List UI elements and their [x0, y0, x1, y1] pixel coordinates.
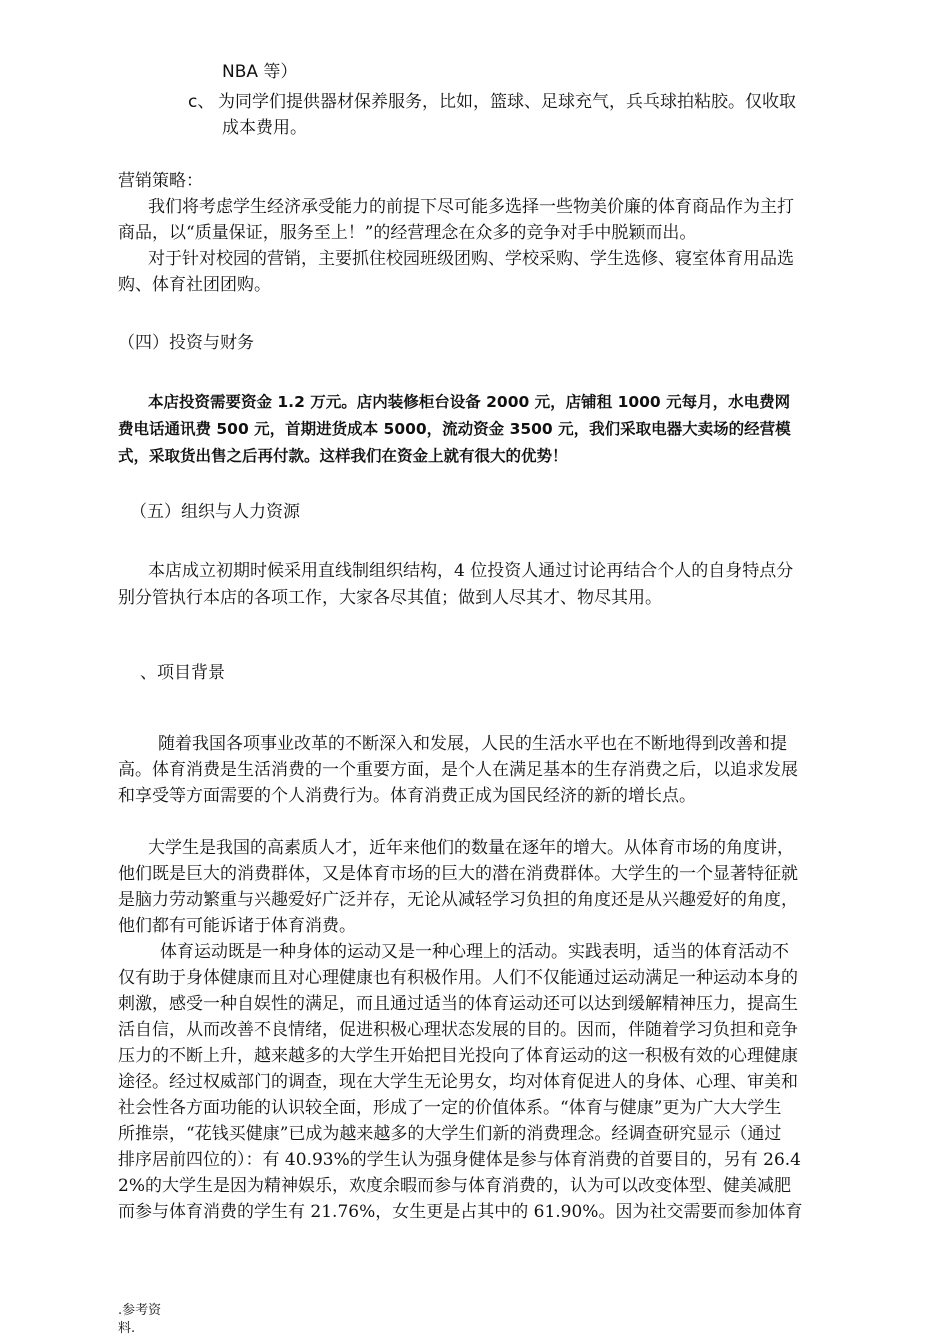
background-paragraph-line: 大学生是我国的高素质人才，近年来他们的数量在逐年的增大。从体育市场的角度讲， — [148, 838, 794, 858]
background-paragraph-line: 途径。经过权威部门的调查，现在大学生无论男女，均对体育促进人的身体、心理、审美和 — [118, 1072, 798, 1092]
background-paragraph-line: 而参与体育消费的学生有 21.76%，女生更是占其中的 61.90%。因为社交需要而参加体育 — [118, 1202, 803, 1222]
background-paragraph-line: 活自信，从而改善不良情绪，促进积极心理状态发展的目的。因而，伴随着学习负担和竞争 — [118, 1020, 798, 1040]
background-paragraph-line: 排序居前四位的）：有 40.93%的学生认为强身健体是参与体育消费的首要目的，另有 26.4 — [118, 1150, 801, 1170]
background-paragraph-line: 体育运动既是一种身体的运动又是一种心理上的活动。实践表明，适当的体育活动不 — [160, 942, 789, 962]
background-paragraph-line: 2%的大学生是因为精神娱乐，欢度余暇而参与体育消费的，认为可以改变体型、健美减肥 — [118, 1176, 791, 1196]
investment-paragraph-line: 式，采取货出售之后再付款。这样我们在资金上就有很大的优势！ — [118, 447, 568, 465]
section-heading-organization: （五）组织与人力资源 — [130, 502, 300, 522]
investment-paragraph-line: 本店投资需要资金 1.2 万元。店内装修柜台设备 2000 元，店铺租 1000 元每月，水电费网 — [148, 393, 791, 411]
organization-paragraph-line: 本店成立初期时候采用直线制组织结构，4 位投资人通过讨论再结合个人的自身特点分 — [148, 561, 794, 581]
background-paragraph-line: 高。体育消费是生活消费的一个重要方面，是个人在满足基本的生存消费之后，以追求发展 — [118, 760, 798, 780]
list-item-c-line: 为同学们提供器材保养服务，比如，篮球、足球充气，兵乓球拍粘胶。仅收取 — [218, 92, 796, 112]
marketing-paragraph-line: 商品，以“质量保证，服务至上！”的经营理念在众多的竞争对手中脱颖而出。 — [118, 223, 697, 243]
marketing-paragraph-line: 购、体育社团团购。 — [118, 275, 271, 295]
organization-paragraph-line: 别分管执行本店的各项工作，大家各尽其值；做到人尽其才、物尽其用。 — [118, 588, 662, 608]
marketing-heading: 营销策略： — [118, 171, 203, 191]
page-footer — [118, 1302, 161, 1338]
list-item-c-line: 成本费用。 — [222, 118, 307, 138]
list-continuation: NBA 等） — [222, 62, 298, 82]
list-marker-c: c、 — [188, 92, 215, 112]
marketing-paragraph-line: 对于针对校园的营销，主要抓住校园班级团购、学校采购、学生选修、寝室体育用品选 — [148, 249, 794, 269]
background-paragraph-line: 随着我国各项事业改革的不断深入和发展，人民的生活水平也在不断地得到改善和提 — [158, 734, 787, 754]
background-paragraph-line: 社会性各方面功能的认识较全面，形成了一定的价值体系。“体育与健康”更为广大大学生 — [118, 1098, 782, 1118]
footer-line: .参考资 — [118, 1303, 162, 1318]
investment-paragraph-line: 费电话通讯费 500 元，首期进货成本 5000，流动资金 3500 元，我们采取电器大卖场的经营模 — [118, 420, 791, 438]
background-paragraph-line: 刺激，感受一种自娱性的满足，而且通过适当的体育运动还可以达到缓解精神压力，提高生 — [118, 994, 798, 1014]
marketing-paragraph-line: 我们将考虑学生经济承受能力的前提下尽可能多选择一些物美价廉的体育商品作为主打 — [148, 197, 794, 217]
background-paragraph-line: 压力的不断上升，越来越多的大学生开始把目光投向了体育运动的这一积极有效的心理健康 — [118, 1046, 798, 1066]
section-heading-investment: （四）投资与财务 — [118, 333, 254, 353]
footer-line: 料. — [118, 1321, 136, 1336]
background-paragraph-line: 仅有助于身体健康而且对心理健康也有积极作用。人们不仅能通过运动满足一种运动本身的 — [118, 968, 798, 988]
background-paragraph-line: 是脑力劳动繁重与兴趣爱好广泛并存，无论从减轻学习负担的角度还是从兴趣爱好的角度， — [118, 890, 798, 910]
section-heading-background: 、项目背景 — [140, 663, 225, 683]
background-paragraph-line: 他们都有可能诉诸于体育消费。 — [118, 916, 356, 936]
background-paragraph-line: 和享受等方面需要的个人消费行为。体育消费正成为国民经济的新的增长点。 — [118, 786, 696, 806]
background-paragraph-line: 所推崇，“花钱买健康”已成为越来越多的大学生们新的消费理念。经调查研究显示（通过 — [118, 1124, 782, 1144]
background-paragraph-line: 他们既是巨大的消费群体，又是体育市场的巨大的潜在消费群体。大学生的一个显著特征就 — [118, 864, 798, 884]
